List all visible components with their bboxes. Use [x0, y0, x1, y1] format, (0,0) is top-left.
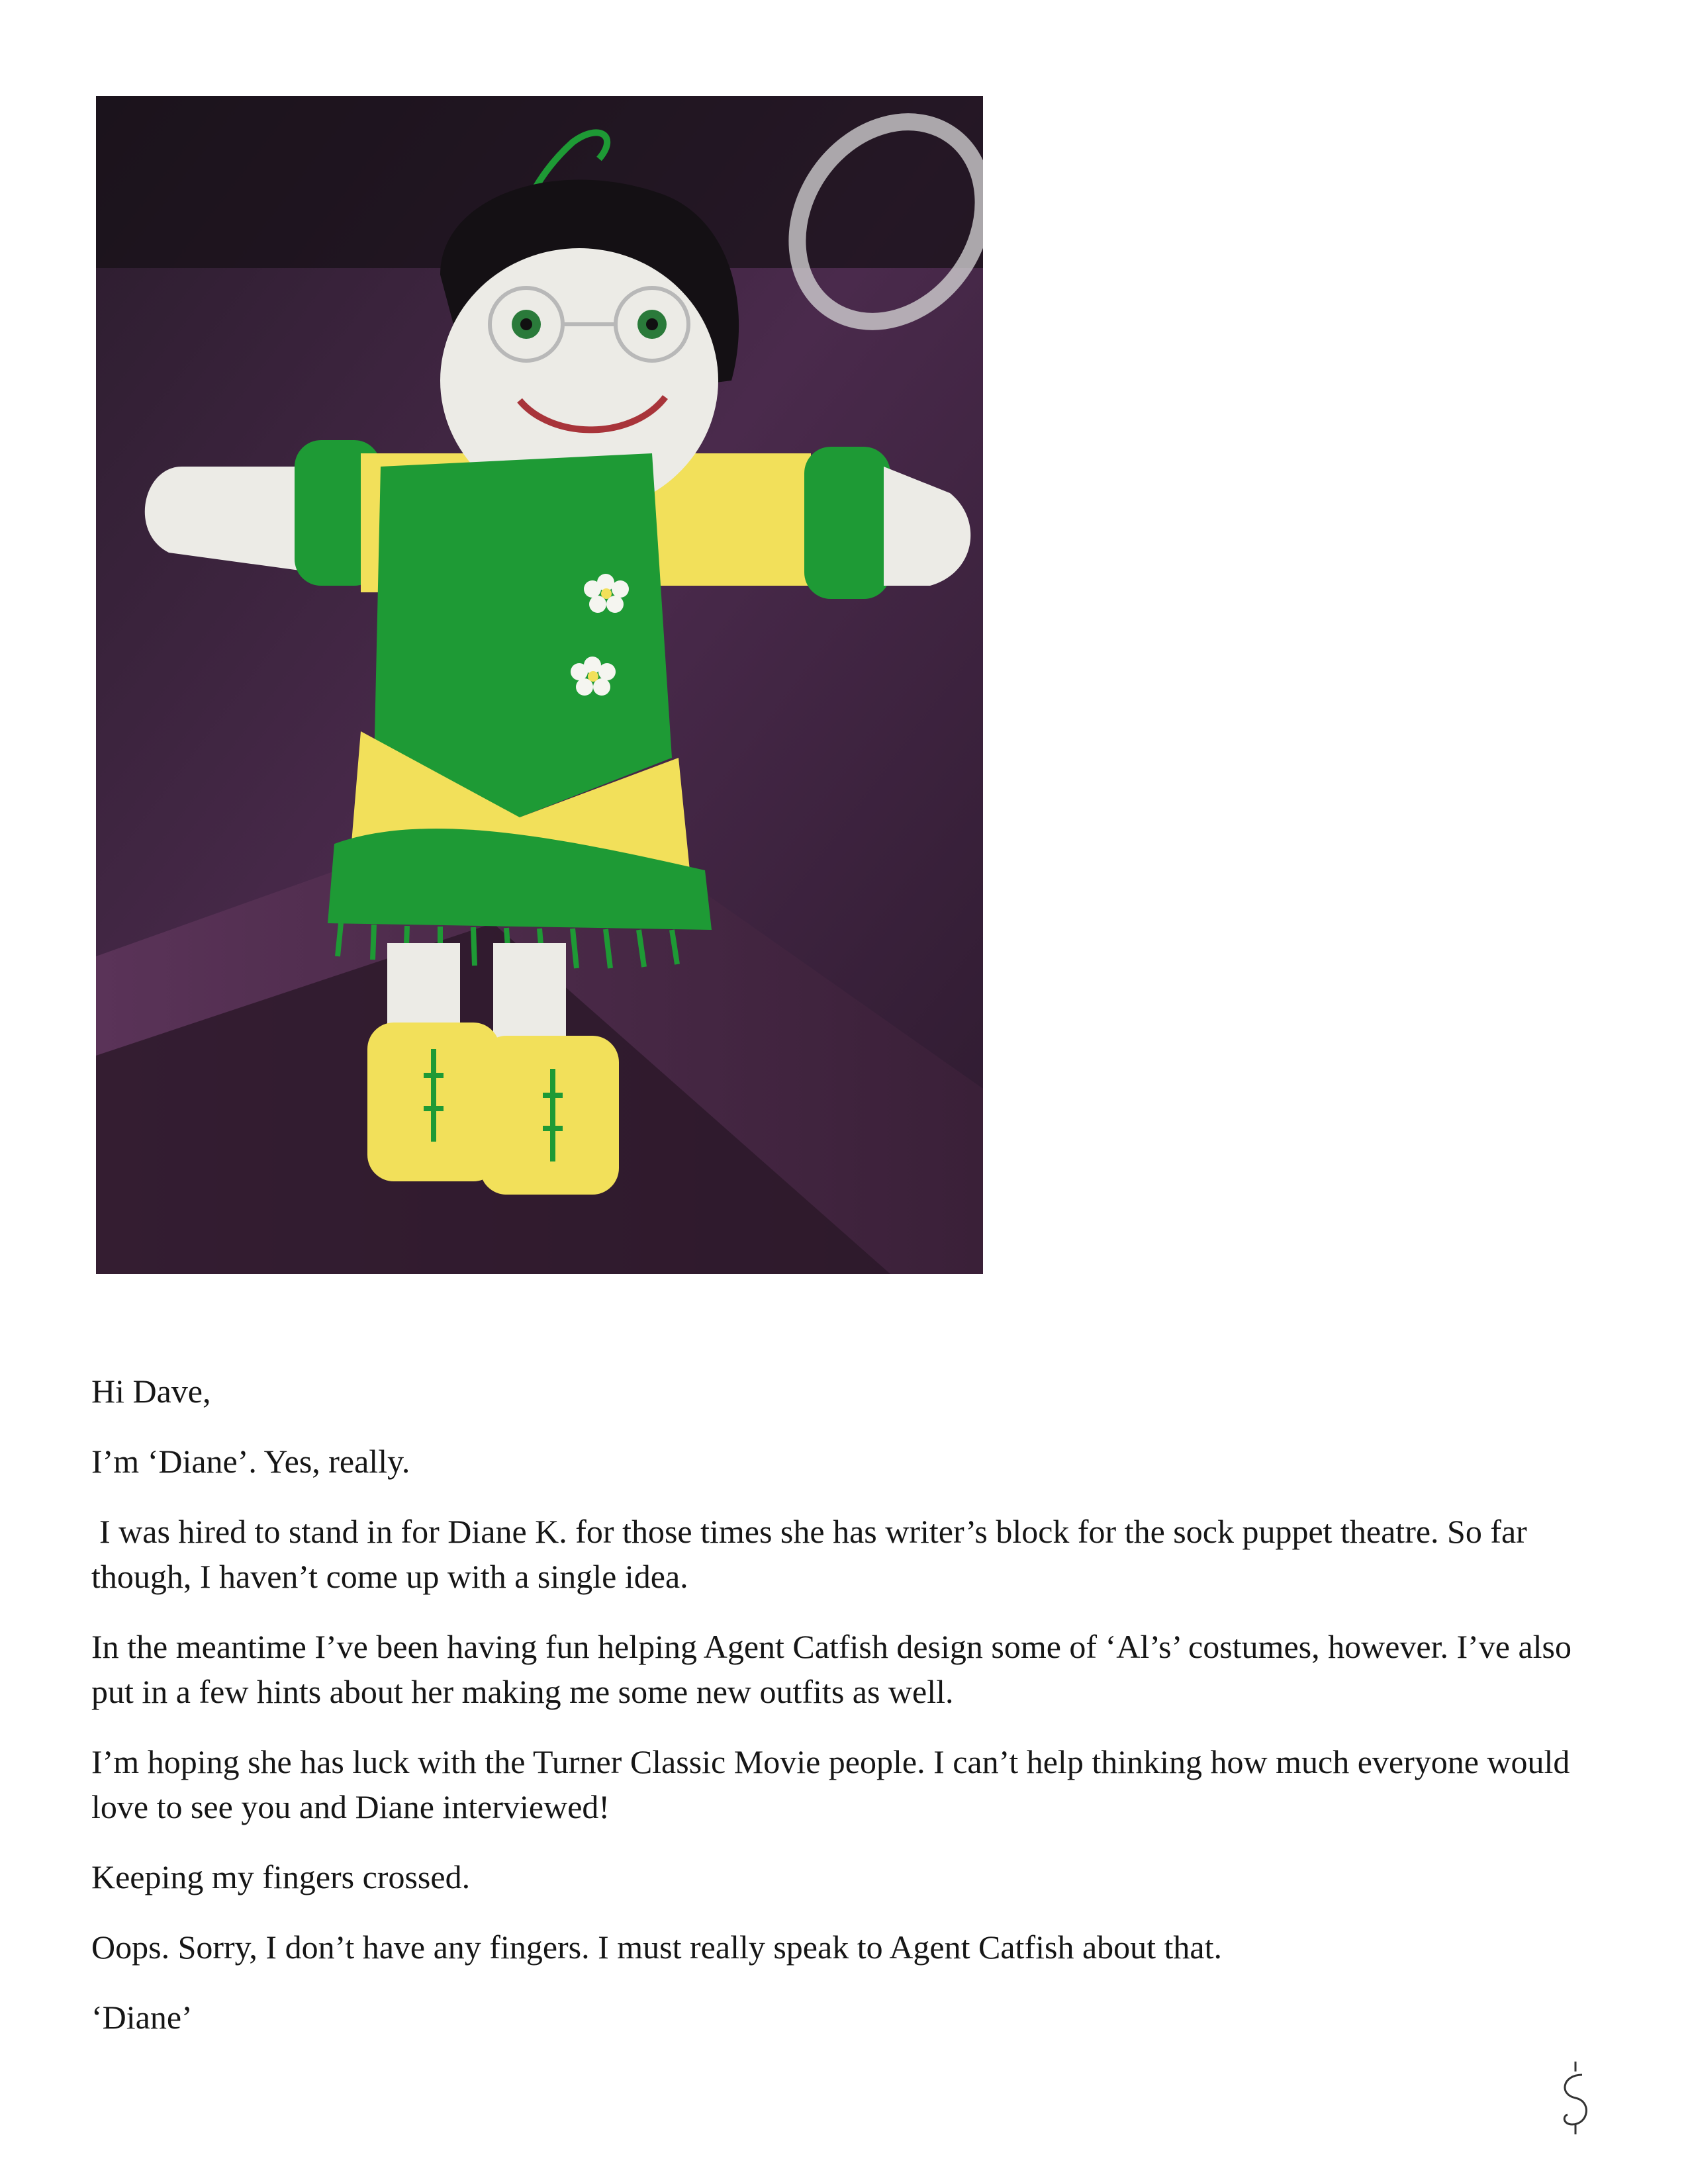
crochet-doll-illustration: [96, 96, 983, 1274]
doll-right-boot: [480, 1036, 619, 1195]
letter-paragraph: I was hired to stand in for Diane K. for those times she has writer’s block for the sock puppet theatre. So far though, I haven’t come up with a single idea.: [91, 1513, 1527, 1595]
letter-paragraph: Oops. Sorry, I don’t have any fingers. I must really speak to Agent Catfish about that.: [91, 1929, 1223, 1966]
doll-right-leg: [493, 943, 566, 1049]
doll-right-cuff: [804, 447, 890, 599]
doll-photo: [96, 96, 983, 1274]
handwritten-initial-mark: [1556, 2058, 1595, 2138]
letter-paragraph: I’m ‘Diane’. Yes, really.: [91, 1443, 410, 1480]
letter-paragraph: In the meantime I’ve been having fun helping Agent Catfish design some of ‘Al’s’ costumes, however. I’ve also put in a few hints about her making me some new outfits as well.: [91, 1628, 1572, 1710]
letter-greeting: Hi Dave,: [91, 1373, 211, 1410]
letter-body: [91, 1369, 1601, 2065]
letter-paragraph: Keeping my fingers crossed.: [91, 1858, 471, 1895]
letter-paragraph: I’m hoping she has luck with the Turner Classic Movie people. I can’t help thinking how much everyone would love to see you and Diane interviewed!: [91, 1743, 1570, 1825]
letter-signature: ‘Diane’: [91, 1999, 193, 2036]
